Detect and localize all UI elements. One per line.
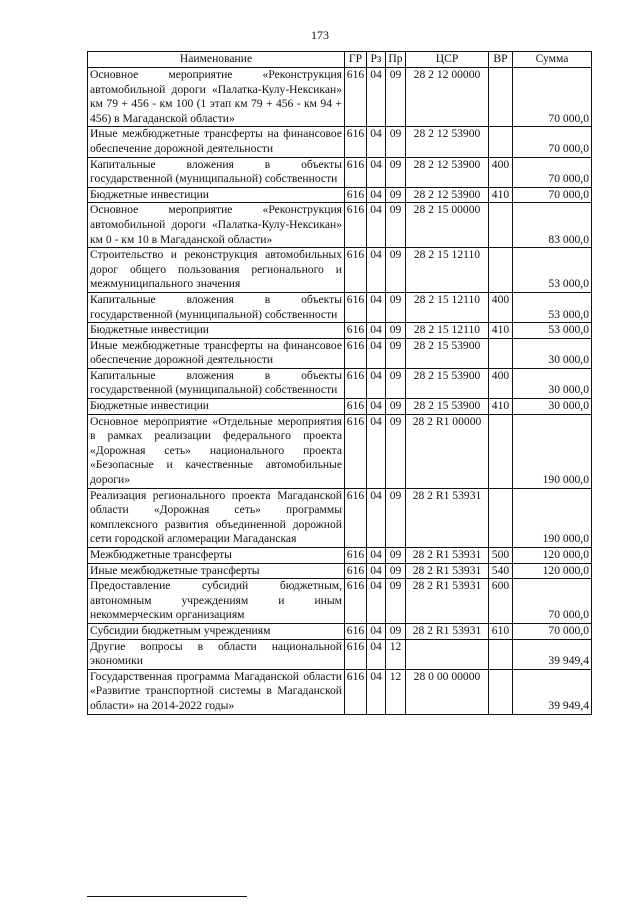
row-sum: 39 949,4 (513, 639, 592, 669)
row-vr (489, 669, 513, 714)
row-pr: 09 (386, 292, 406, 322)
row-rz: 04 (367, 623, 386, 639)
table-row (88, 563, 592, 579)
row-pr: 09 (386, 488, 406, 547)
row-pr: 09 (386, 68, 406, 127)
row-vr: 600 (489, 579, 513, 624)
table-row (88, 203, 592, 248)
row-vr (489, 639, 513, 669)
row-rz: 04 (367, 563, 386, 579)
row-gr: 616 (345, 414, 367, 488)
row-vr (489, 68, 513, 127)
row-pr: 09 (386, 338, 406, 368)
row-vr (489, 488, 513, 547)
row-pr: 09 (386, 203, 406, 248)
row-csr: 28 2 R1 53931 (406, 563, 489, 579)
row-sum: 30 000,0 (513, 338, 592, 368)
row-gr: 616 (345, 399, 367, 415)
footnote-divider (87, 896, 247, 897)
header-name: Наименование (88, 52, 345, 68)
row-gr: 616 (345, 669, 367, 714)
row-sum: 70 000,0 (513, 127, 592, 157)
row-pr: 12 (386, 669, 406, 714)
table-row (88, 399, 592, 415)
row-pr: 09 (386, 414, 406, 488)
row-sum: 30 000,0 (513, 368, 592, 398)
row-name: Бюджетные инвестиции (88, 399, 345, 415)
table-row (88, 368, 592, 398)
row-name: Бюджетные инвестиции (88, 323, 345, 339)
row-name: Капитальные вложения в объекты государственной (муниципальной) собственности (88, 368, 345, 398)
row-rz: 04 (367, 203, 386, 248)
row-pr: 12 (386, 639, 406, 669)
row-gr: 616 (345, 368, 367, 398)
row-rz: 04 (367, 414, 386, 488)
row-gr: 616 (345, 187, 367, 203)
row-sum: 70 000,0 (513, 187, 592, 203)
row-pr: 09 (386, 623, 406, 639)
row-vr (489, 414, 513, 488)
row-sum: 190 000,0 (513, 488, 592, 547)
row-pr: 09 (386, 368, 406, 398)
row-sum: 53 000,0 (513, 323, 592, 339)
row-sum: 120 000,0 (513, 548, 592, 564)
row-gr: 616 (345, 623, 367, 639)
row-csr: 28 2 15 53900 (406, 368, 489, 398)
row-csr: 28 2 R1 53931 (406, 623, 489, 639)
row-name: Основное мероприятие «Реконструкция автомобильной дороги «Палатка-Кулу-Нексикан» км 79 + 456 - км 100 (1 этап км 79 + 456 - км 94 + 456) в Магаданской области» (88, 68, 345, 127)
row-csr: 28 2 12 00000 (406, 68, 489, 127)
row-name: Основное мероприятие «Реконструкция автомобильной дороги «Палатка-Кулу-Нексикан» км 0 - км 10 в Магаданской области» (88, 203, 345, 248)
table-row (88, 579, 592, 624)
row-pr: 09 (386, 187, 406, 203)
row-vr: 410 (489, 187, 513, 203)
row-vr: 400 (489, 157, 513, 187)
row-pr: 09 (386, 548, 406, 564)
row-gr: 616 (345, 563, 367, 579)
row-sum: 39 949,4 (513, 669, 592, 714)
row-name: Капитальные вложения в объекты государственной (муниципальной) собственности (88, 292, 345, 322)
row-rz: 04 (367, 187, 386, 203)
table-row (88, 68, 592, 127)
row-csr: 28 2 15 12110 (406, 248, 489, 293)
row-csr: 28 2 12 53900 (406, 187, 489, 203)
row-rz: 04 (367, 548, 386, 564)
row-name: Государственная программа Магаданской области «Развитие транспортной системы в Магаданской области» на 2014-2022 годы» (88, 669, 345, 714)
page-number: 173 (311, 28, 329, 42)
row-rz: 04 (367, 399, 386, 415)
row-name: Межбюджетные трансферты (88, 548, 345, 564)
row-rz: 04 (367, 488, 386, 547)
row-vr: 410 (489, 323, 513, 339)
row-pr: 09 (386, 579, 406, 624)
row-csr: 28 2 R1 00000 (406, 414, 489, 488)
row-rz: 04 (367, 323, 386, 339)
row-csr: 28 2 15 53900 (406, 399, 489, 415)
row-gr: 616 (345, 338, 367, 368)
row-pr: 09 (386, 157, 406, 187)
row-vr (489, 127, 513, 157)
row-vr: 500 (489, 548, 513, 564)
row-gr: 616 (345, 548, 367, 564)
row-rz: 04 (367, 292, 386, 322)
row-csr: 28 2 R1 53931 (406, 488, 489, 547)
table-row (88, 338, 592, 368)
row-pr: 09 (386, 399, 406, 415)
row-rz: 04 (367, 248, 386, 293)
table-row (88, 639, 592, 669)
row-csr: 28 2 15 12110 (406, 292, 489, 322)
row-csr: 28 2 R1 53931 (406, 579, 489, 624)
row-gr: 616 (345, 127, 367, 157)
row-sum: 190 000,0 (513, 414, 592, 488)
header-gr: ГР (345, 52, 367, 68)
row-vr: 400 (489, 368, 513, 398)
row-name: Бюджетные инвестиции (88, 187, 345, 203)
row-csr: 28 2 R1 53931 (406, 548, 489, 564)
row-pr: 09 (386, 127, 406, 157)
row-sum: 53 000,0 (513, 292, 592, 322)
row-sum: 70 000,0 (513, 579, 592, 624)
table-row (88, 323, 592, 339)
table-row (88, 127, 592, 157)
row-vr (489, 248, 513, 293)
row-csr: 28 2 15 12110 (406, 323, 489, 339)
row-csr: 28 2 15 53900 (406, 338, 489, 368)
header-pr: Пр (386, 52, 406, 68)
row-sum: 70 000,0 (513, 68, 592, 127)
row-sum: 53 000,0 (513, 248, 592, 293)
row-pr: 09 (386, 563, 406, 579)
row-gr: 616 (345, 488, 367, 547)
row-vr: 540 (489, 563, 513, 579)
budget-table (87, 51, 592, 715)
header-rz: Рз (367, 52, 386, 68)
row-rz: 04 (367, 368, 386, 398)
row-rz: 04 (367, 669, 386, 714)
table-row (88, 488, 592, 547)
row-vr: 610 (489, 623, 513, 639)
row-name: Основное мероприятие «Отдельные мероприятия в рамках реализации федерального проекта «Дорожная сеть» национального проекта «Безопасные и качественные автомобильные дороги» (88, 414, 345, 488)
row-gr: 616 (345, 292, 367, 322)
header-csr: ЦСР (406, 52, 489, 68)
row-csr: 28 2 12 53900 (406, 127, 489, 157)
row-gr: 616 (345, 248, 367, 293)
row-pr: 09 (386, 323, 406, 339)
row-name: Субсидии бюджетным учреждениям (88, 623, 345, 639)
row-name: Реализация регионального проекта Магаданской области «Дорожная сеть» программы комплексного развития объединенной дорожной сети городской агломерации Магаданская (88, 488, 345, 547)
row-rz: 04 (367, 338, 386, 368)
table-row (88, 669, 592, 714)
row-vr: 410 (489, 399, 513, 415)
row-name: Строительство и реконструкция автомобильных дорог общего пользования регионального и межмуниципального значения (88, 248, 345, 293)
row-name: Иные межбюджетные трансферты на финансовое обеспечение дорожной деятельности (88, 338, 345, 368)
row-vr: 400 (489, 292, 513, 322)
row-gr: 616 (345, 157, 367, 187)
table-row (88, 157, 592, 187)
table-row (88, 292, 592, 322)
row-rz: 04 (367, 127, 386, 157)
row-name: Иные межбюджетные трансферты (88, 563, 345, 579)
row-rz: 04 (367, 639, 386, 669)
row-gr: 616 (345, 639, 367, 669)
row-name: Иные межбюджетные трансферты на финансовое обеспечение дорожной деятельности (88, 127, 345, 157)
row-csr: 28 2 15 00000 (406, 203, 489, 248)
row-sum: 83 000,0 (513, 203, 592, 248)
header-vr: ВР (489, 52, 513, 68)
row-name: Капитальные вложения в объекты государственной (муниципальной) собственности (88, 157, 345, 187)
row-vr (489, 203, 513, 248)
row-sum: 120 000,0 (513, 563, 592, 579)
row-rz: 04 (367, 157, 386, 187)
row-gr: 616 (345, 68, 367, 127)
row-name: Другие вопросы в области национальной экономики (88, 639, 345, 669)
table-row (88, 414, 592, 488)
table-row (88, 548, 592, 564)
row-pr: 09 (386, 248, 406, 293)
row-vr (489, 338, 513, 368)
row-gr: 616 (345, 323, 367, 339)
row-csr (406, 639, 489, 669)
row-sum: 70 000,0 (513, 157, 592, 187)
row-sum: 30 000,0 (513, 399, 592, 415)
row-csr: 28 2 12 53900 (406, 157, 489, 187)
row-csr: 28 0 00 00000 (406, 669, 489, 714)
table-row (88, 248, 592, 293)
row-name: Предоставление субсидий бюджетным, автономным учреждениям и иным некоммерческим организациям (88, 579, 345, 624)
row-sum: 70 000,0 (513, 623, 592, 639)
row-gr: 616 (345, 203, 367, 248)
table-row (88, 187, 592, 203)
header-sum: Сумма (513, 52, 592, 68)
table-row (88, 623, 592, 639)
row-rz: 04 (367, 579, 386, 624)
row-rz: 04 (367, 68, 386, 127)
table-header-row (88, 52, 592, 68)
row-gr: 616 (345, 579, 367, 624)
